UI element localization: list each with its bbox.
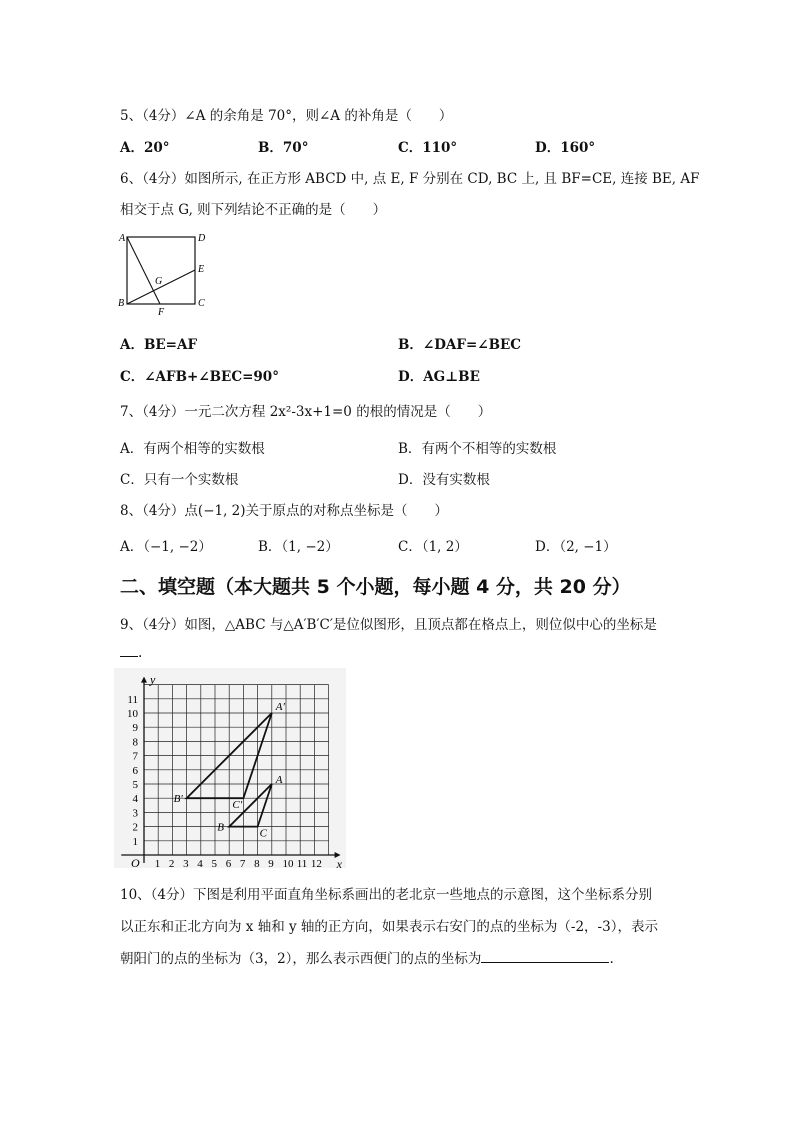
x-tick-label: 9 <box>268 858 274 868</box>
label-f: F <box>158 307 165 318</box>
x-tick-label: 2 <box>168 858 175 868</box>
q7-stem: 7、（4分）一元二次方程 2x²-3x+1=0 的根的情况是（ ） <box>120 404 492 420</box>
section-title: 二、填空题（本大题共 5 个小题，每小题 4 分，共 20 分） <box>120 576 631 598</box>
q6-square-figure <box>114 228 214 318</box>
label-g: G <box>155 276 163 287</box>
x-tick-label: 3 <box>183 858 189 868</box>
point-label-b: B <box>217 821 224 834</box>
point-label-c: C <box>259 827 267 840</box>
q5-stem: 5、（4分）∠A 的余角是 70°，则∠A 的补角是（ ） <box>120 108 453 124</box>
x-tick-label: 11 <box>296 858 308 868</box>
q8-stem: 8、（4分）点(−1, 2)关于原点的对称点坐标是（ ） <box>120 503 449 519</box>
y-tick-label: 1 <box>132 835 138 848</box>
y-tick-label: 11 <box>127 693 138 706</box>
label-a: A <box>119 233 126 244</box>
grid-background <box>114 668 346 868</box>
q5-option-b: B．70° <box>258 140 309 156</box>
y-tick-label: 7 <box>132 750 138 763</box>
q6-stem-line2: 相交于点 G, 则下列结论不正确的是（ ） <box>120 202 387 218</box>
q10-line1: 10、（4分）下图是利用平面直角坐标系画出的老北京一些地点的示意图，这个坐标系分别 <box>120 887 653 903</box>
y-tick-label: 2 <box>132 821 138 834</box>
q7-option-a: A．有两个相等的实数根 <box>120 441 265 457</box>
x-tick-label: 1 <box>154 858 161 868</box>
square-abcd <box>127 237 195 304</box>
x-tick-label: 12 <box>310 858 322 868</box>
q8-option-d: D．（2, −1） <box>535 539 617 555</box>
point-label-a-prime: A′ <box>275 701 285 713</box>
x-tick-label: 10 <box>282 858 294 868</box>
q8-option-a: A．（−1, −2） <box>120 539 212 555</box>
y-tick-label: 4 <box>132 793 138 806</box>
label-b: B <box>118 298 125 309</box>
q7-option-b: B．有两个不相等的实数根 <box>398 441 557 457</box>
y-axis-label: y <box>150 672 156 687</box>
q10-line3-wrap <box>120 947 614 967</box>
q10-line2: 以正东和正北方向为 x 轴和 y 轴的正方向，如果表示右安门的点的坐标为（-2，-3），表示 <box>120 919 658 935</box>
q9-stem: 9、（4分）如图，△ABC 与△A′B′C′是位似图形，且顶点都在格点上，则位似中心的坐标是 <box>120 617 657 633</box>
point-label-c-prime: C′ <box>232 799 243 812</box>
q8-option-c: C．（1, 2） <box>398 539 468 555</box>
q10-tail: . <box>609 951 614 967</box>
point-label-b-prime: B′ <box>173 793 183 806</box>
q5-option-d: D．160° <box>535 140 596 156</box>
y-tick-label: 10 <box>127 708 138 720</box>
x-tick-label: 7 <box>239 858 246 868</box>
q5-option-a: A．20° <box>120 140 170 156</box>
y-tick-label: 3 <box>132 807 138 820</box>
q9-answer-blank[interactable] <box>120 646 138 657</box>
q7-option-c: C．只有一个实数根 <box>120 472 239 488</box>
x-tick-label: 8 <box>254 858 260 868</box>
label-e: E <box>198 264 205 275</box>
y-tick-label: 6 <box>132 764 138 777</box>
y-tick-label: 8 <box>132 736 138 749</box>
q8-option-b: B．（1, −2） <box>258 539 339 555</box>
q5-option-c: C．110° <box>398 140 458 156</box>
q6-option-a: A．BE=AF <box>120 337 198 353</box>
origin-label: O <box>131 856 140 868</box>
x-axis-label: x <box>336 857 342 868</box>
segment-af <box>127 237 163 304</box>
label-c: C <box>198 298 205 309</box>
q6-option-b: B．∠DAF=∠BEC <box>398 337 522 353</box>
y-tick-label: 9 <box>132 722 138 735</box>
x-tick-label: 4 <box>197 858 203 868</box>
x-tick-label: 6 <box>225 858 232 868</box>
q9-tail: . <box>138 645 143 661</box>
q9-coordinate-grid <box>114 668 346 868</box>
q9-answer-line <box>120 645 142 661</box>
x-tick-label: 5 <box>211 858 217 868</box>
q6-option-d: D．AG⊥BE <box>398 369 480 385</box>
q7-option-d: D．没有实数根 <box>398 472 490 488</box>
point-label-a: A <box>275 774 283 786</box>
q10-line3: 朝阳门的点的坐标为（3，2），那么表示西便门的点的坐标为 <box>120 951 482 967</box>
q6-stem-line1: 6、（4分）如图所示, 在正方形 ABCD 中, 点 E, F 分别在 CD, BC 上, 且 BF=CE, 连接 BE, AF <box>120 171 700 187</box>
y-tick-label: 5 <box>132 779 138 791</box>
q6-option-c: C．∠AFB+∠BEC=90° <box>120 369 279 385</box>
label-d: D <box>198 233 206 244</box>
q10-answer-blank[interactable] <box>481 950 609 963</box>
